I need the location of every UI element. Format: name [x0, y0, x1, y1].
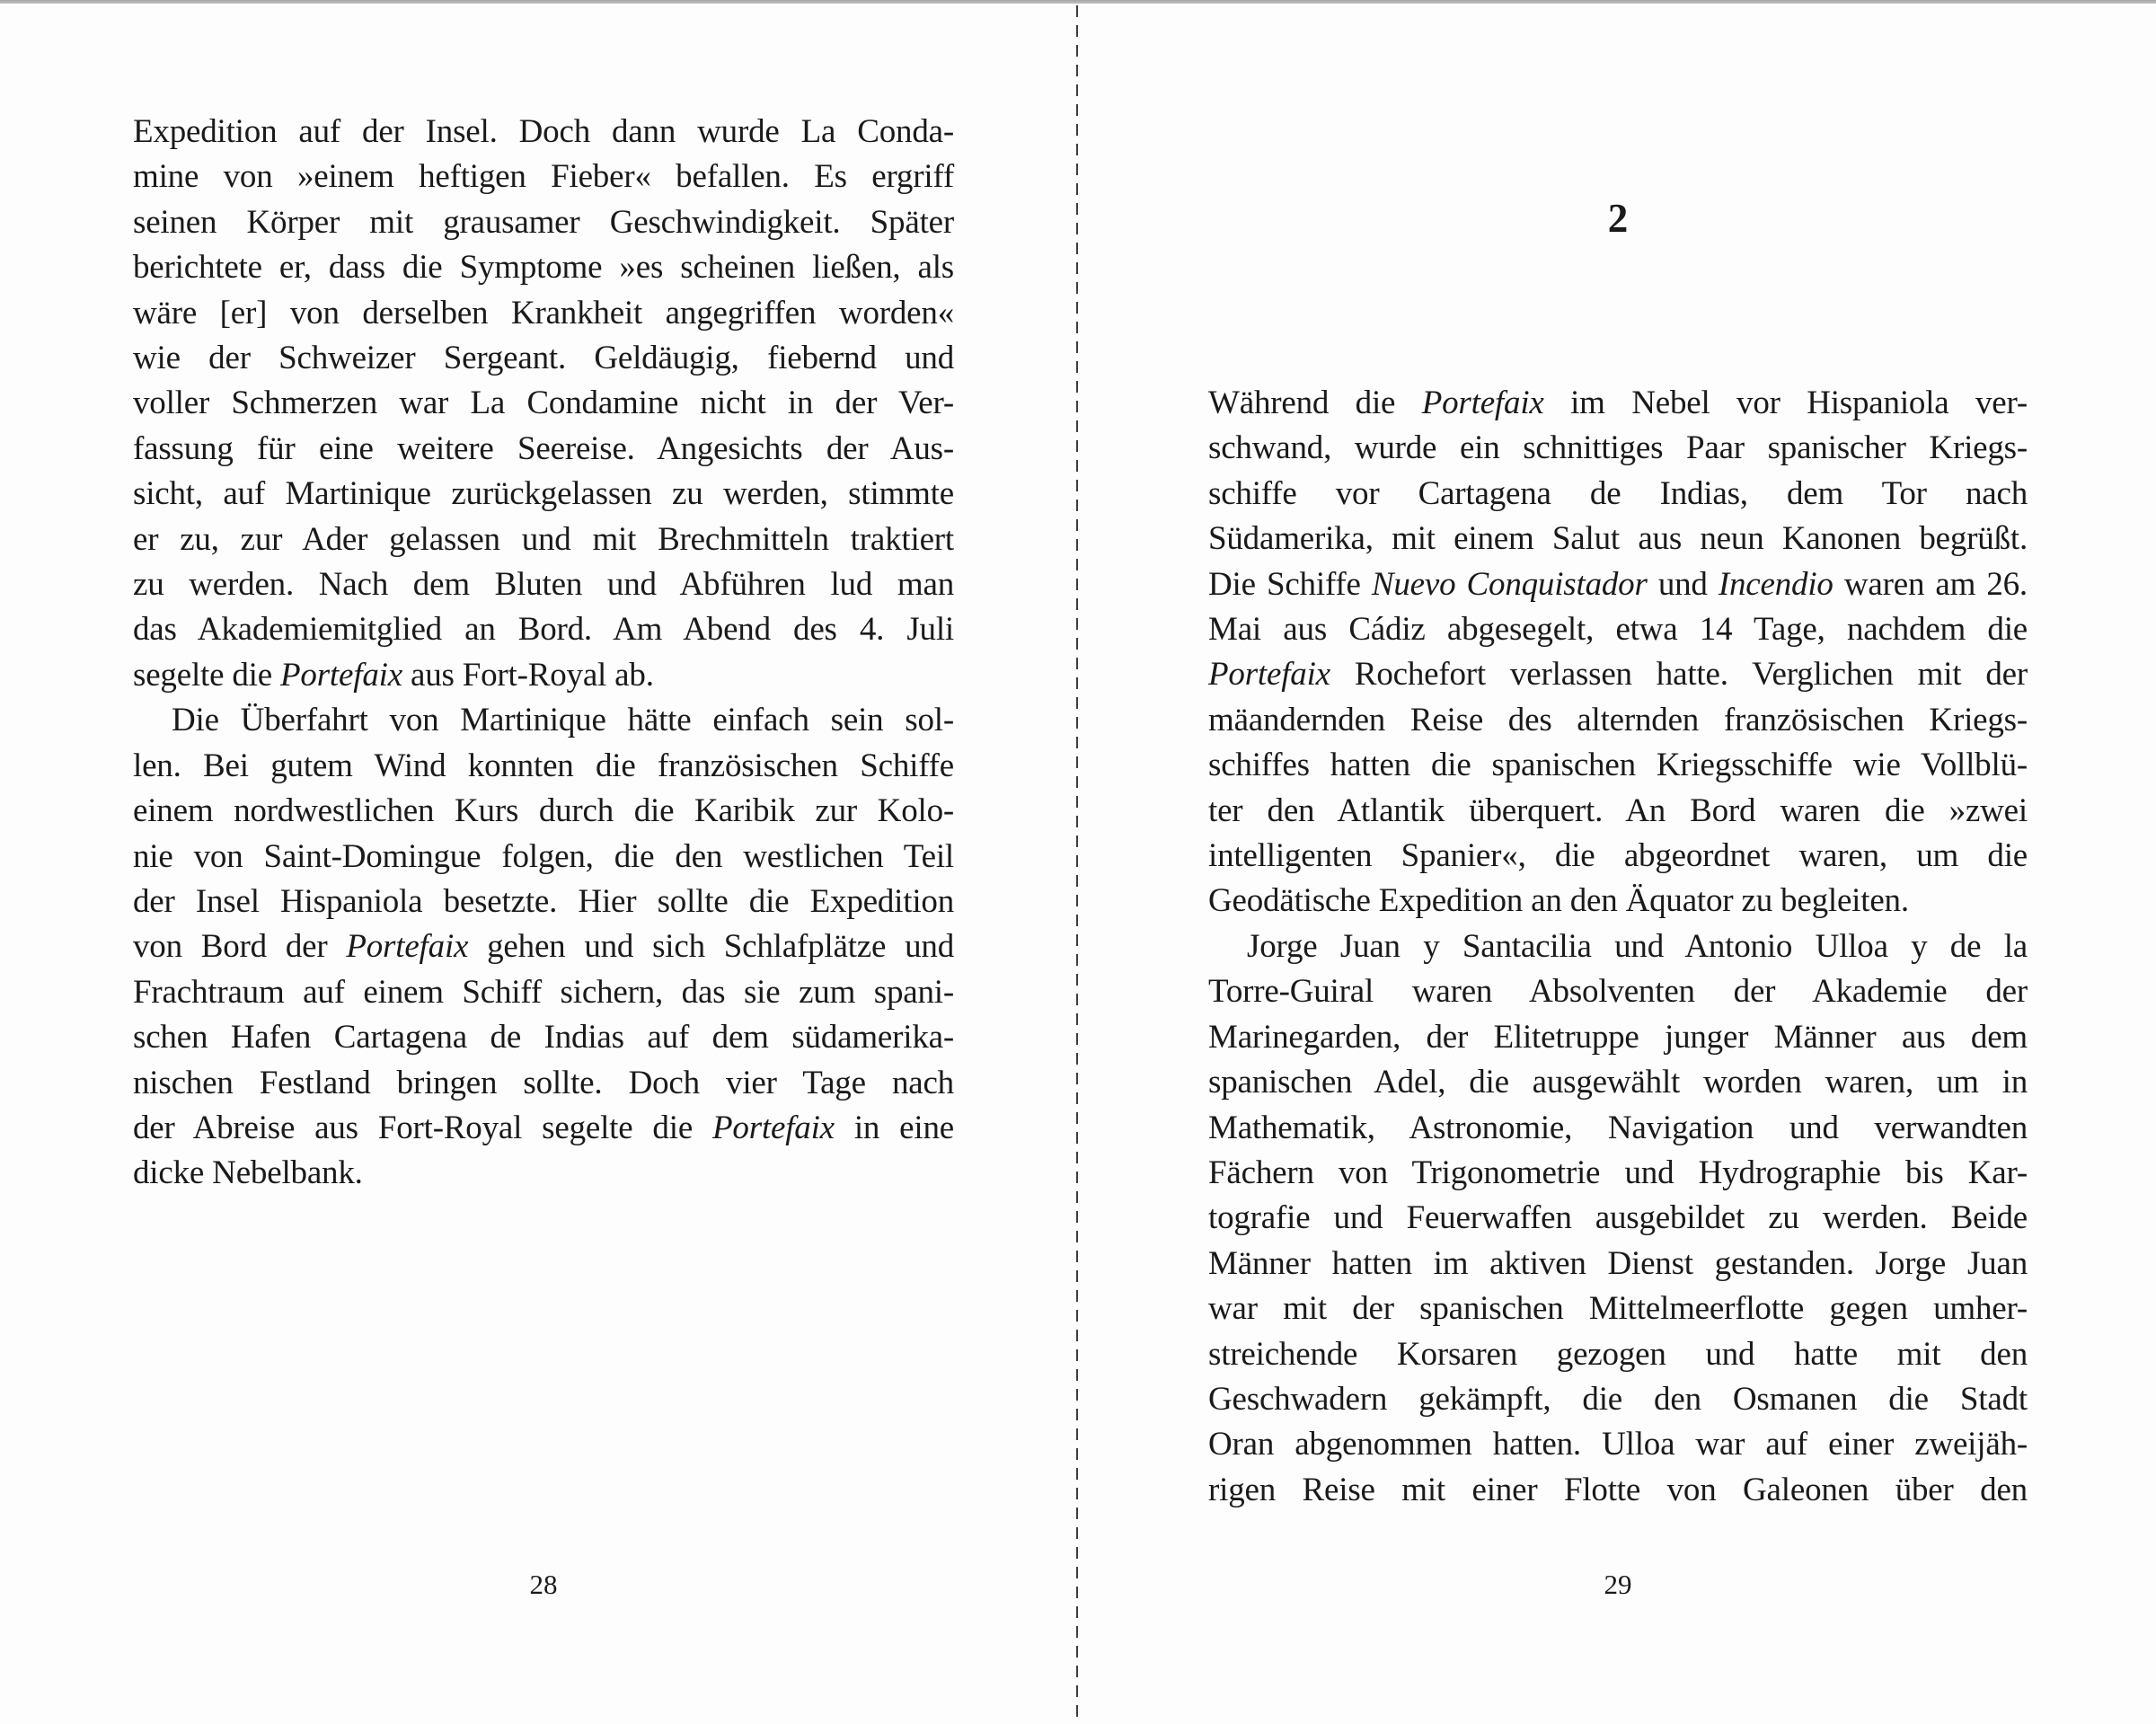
text-line: Mai aus Cádiz abgesegelt, etwa 14 Tage, nachdem die: [1208, 611, 2028, 649]
top-border-line: [0, 0, 2156, 4]
text-line: Geodätische Expedition an den Äquator zu begleiten.: [1208, 882, 1909, 920]
text-line: len. Bei gutem Wind konnten die französischen Schiffe: [133, 747, 954, 784]
page-number-right: 29: [1604, 1569, 1632, 1600]
text-line: er zu, zur Ader gelassen und mit Brechmitteln traktiert: [133, 520, 954, 558]
text-line: berichtete er, dass die Symptome »es scheinen ließen, als: [133, 249, 954, 287]
text-line: Marinegarden, der Elitetruppe junger Männer aus dem: [1208, 1018, 2028, 1056]
text-line: Torre-Guiral waren Absolventen der Akademie der: [1208, 973, 2028, 1011]
text-line: nischen Festland bringen sollte. Doch vier Tage nach: [133, 1064, 954, 1101]
text-line: schwand, wurde ein schnittiges Paar spanischer Kriegs-: [1208, 429, 2028, 467]
text-line: dicke Nebelbank.: [133, 1154, 363, 1192]
text-line: Fächern von Trigonometrie und Hydrographie bis Kar-: [1208, 1154, 2028, 1191]
text-line: Expedition auf der Insel. Doch dann wurde La Conda-: [133, 113, 954, 150]
text-line: segelte die Portefaix aus Fort-Royal ab.: [133, 656, 654, 694]
text-line: Portefaix Rochefort verlassen hatte. Verglichen mit der: [1208, 656, 2028, 694]
text-line: streichende Korsaren gezogen und hatte mit den: [1208, 1335, 2028, 1373]
right-page-text: [1208, 381, 2028, 1513]
ship-name-italic: Portefaix: [280, 656, 402, 694]
left-page-text: [133, 110, 954, 1197]
text-line: wäre [er] von derselben Krankheit angegriffen worden«: [133, 294, 954, 332]
text-line: ter den Atlantik überquert. An Bord waren die »zwei: [1208, 791, 2028, 829]
text-line: voller Schmerzen war La Condamine nicht in der Ver-: [133, 385, 954, 422]
text-line: das Akademiemitglied an Bord. Am Abend des 4. Juli: [133, 611, 954, 649]
text-line: nie von Saint-Domingue folgen, die den westlichen Teil: [133, 837, 954, 875]
ship-name-italic: Nuevo Conquistador: [1371, 565, 1648, 603]
text-line: fassung für eine weitere Seereise. Angesichts der Aus-: [133, 429, 954, 467]
text-line: Die Überfahrt von Martinique hätte einfach sein sol-: [172, 702, 954, 739]
text-line: sicht, auf Martinique zurückgelassen zu werden, stimmte: [133, 475, 954, 513]
ship-name-italic: Portefaix: [1208, 656, 1330, 694]
chapter-number: 2: [1607, 196, 1629, 241]
page-divider-dashed-line: [1076, 5, 1078, 1724]
ship-name-italic: Portefaix: [1421, 385, 1544, 421]
text-line: rigen Reise mit einer Flotte von Galeonen über den: [1208, 1471, 2028, 1508]
text-line: Die Schiffe Nuevo Conquistador und Incendio waren am 26.: [1208, 565, 2028, 603]
text-line: einem nordwestlichen Kurs durch die Karibik zur Kolo-: [133, 792, 954, 830]
text-line: Jorge Juan y Santacilia und Antonio Ulloa y de la: [1247, 927, 2028, 965]
ship-name-italic: Portefaix: [346, 928, 469, 966]
ship-name-italic: Incendio: [1718, 565, 1833, 603]
text-line: Während die Portefaix im Nebel vor Hispaniola ver-: [1208, 385, 2028, 421]
text-line: mine von »einem heftigen Fieber« befallen. Es ergriff: [133, 158, 954, 196]
text-line: wie der Schweizer Sergeant. Geldäugig, fiebernd und: [133, 340, 954, 377]
page-number-left: 28: [529, 1569, 558, 1600]
text-line: war mit der spanischen Mittelmeerflotte gegen umher-: [1208, 1290, 2028, 1328]
text-line: der Insel Hispaniola besetzte. Hier sollte die Expedition: [133, 882, 954, 920]
text-line: mäandernden Reise des alternden französischen Kriegs-: [1208, 701, 2028, 738]
text-line: schen Hafen Cartagena de Indias auf dem südamerika-: [133, 1019, 954, 1057]
text-line: Mathematik, Astronomie, Navigation und verwandten: [1208, 1109, 2028, 1146]
text-line: spanischen Adel, die ausgewählt worden waren, um in: [1208, 1064, 2028, 1101]
text-line: Geschwadern gekämpft, die den Osmanen die Stadt: [1208, 1380, 2028, 1418]
text-line: schiffes hatten die spanischen Kriegsschiffe wie Vollblü-: [1208, 747, 2028, 784]
text-line: intelligenten Spanier«, die abgeordnet waren, um die: [1208, 837, 2028, 875]
text-line: tografie und Feuerwaffen ausgebildet zu werden. Beide: [1208, 1199, 2028, 1237]
text-line: zu werden. Nach dem Bluten und Abführen lud man: [133, 566, 954, 604]
text-line: Südamerika, mit einem Salut aus neun Kanonen begrüßt.: [1208, 520, 2028, 558]
text-line: der Abreise aus Fort-Royal segelte die Portefaix in eine: [133, 1109, 954, 1146]
text-line: seinen Körper mit grausamer Geschwindigkeit. Später: [133, 203, 954, 241]
text-line: von Bord der Portefaix gehen und sich Schlafplätze und: [133, 928, 954, 966]
text-line: Frachtraum auf einem Schiff sichern, das sie zum spani-: [133, 973, 954, 1011]
text-line: Oran abgenommen hatten. Ulloa war auf einer zweijäh-: [1208, 1426, 2028, 1463]
text-line: schiffe vor Cartagena de Indias, dem Tor nach: [1208, 474, 2028, 512]
ship-name-italic: Portefaix: [712, 1109, 835, 1146]
text-line: Männer hatten im aktiven Dienst gestanden. Jorge Juan: [1208, 1244, 2028, 1282]
